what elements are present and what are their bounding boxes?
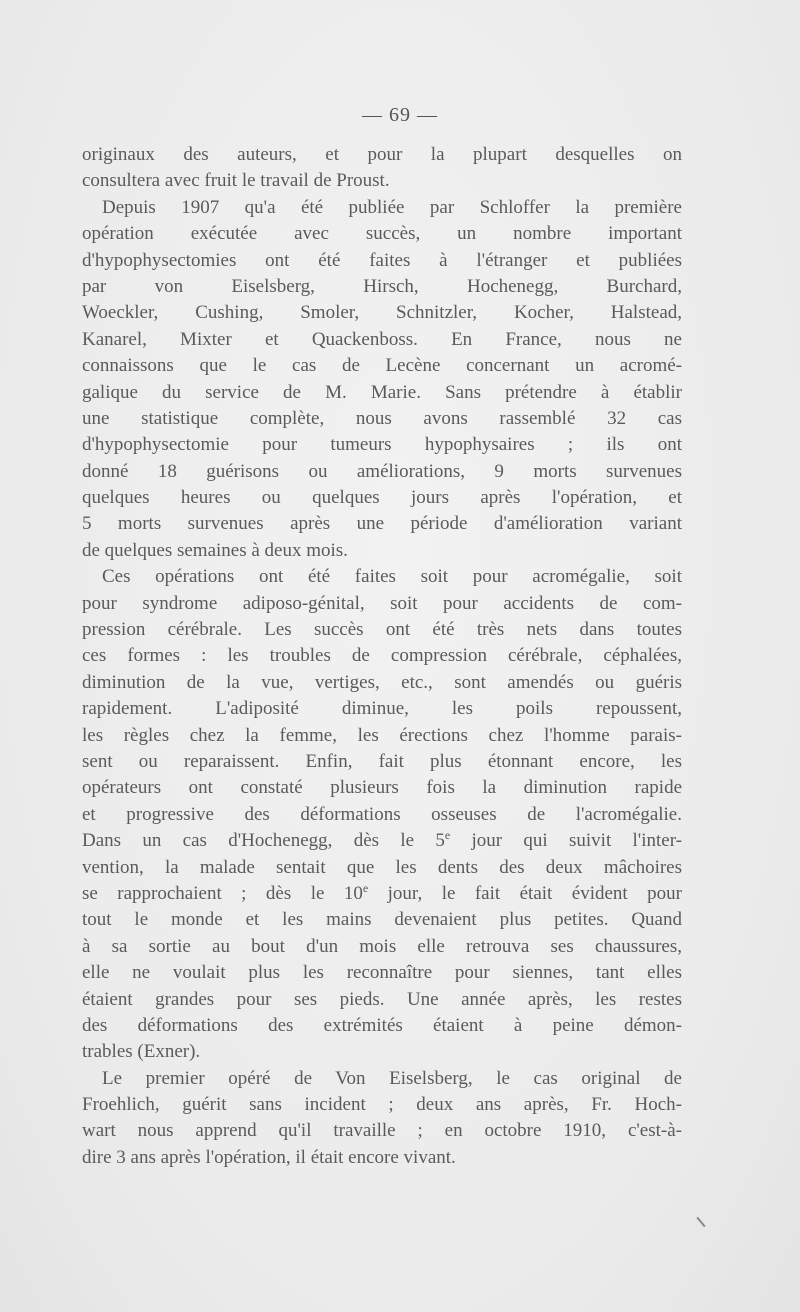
text-line: donné 18 guérisons ou améliorations, 9 morts survenues (82, 460, 682, 482)
text-line: Depuis 1907 qu'a été publiée par Schloffer la première (102, 196, 682, 218)
text-line: par von Eiselsberg, Hirsch, Hochenegg, Burchard, (82, 275, 682, 297)
text-line: des déformations des extrémités étaient à peine démon- (82, 1014, 682, 1036)
text-line: d'hypophysectomie pour tumeurs hypophysaires ; ils ont (82, 434, 682, 456)
paragraph-3 (82, 564, 682, 1065)
text-line: opérateurs ont constaté plusieurs fois la diminution rapide (82, 777, 682, 799)
text-line: connaissons que le cas de Lecène concernant un acromé- (82, 355, 682, 377)
text-line: pour syndrome adiposo-génital, soit pour accidents de com- (82, 592, 682, 614)
paragraph-4 (82, 1066, 682, 1172)
text-line: consultera avec fruit le travail de Proust. (82, 170, 390, 192)
text-line: 5 morts survenues après une période d'amélioration variant (82, 513, 682, 535)
text-line: rapidement. L'adiposité diminue, les poils repoussent, (82, 698, 682, 720)
text-line: pression cérébrale. Les succès ont été très nets dans toutes (82, 619, 682, 641)
text-line: à sa sortie au bout d'un mois elle retrouva ses chaussures, (82, 935, 682, 957)
text-line: quelques heures ou quelques jours après l'opération, et (82, 487, 682, 509)
text-line: étaient grandes pour ses pieds. Une année après, les restes (82, 988, 682, 1010)
text-line: Le premier opéré de Von Eiselsberg, le cas original de (102, 1067, 682, 1089)
text-line: Woeckler, Cushing, Smoler, Schnitzler, Kocher, Halstead, (82, 302, 682, 324)
text-line: tout le monde et les mains devenaient plus petites. Quand (82, 909, 682, 931)
text-line: originaux des auteurs, et pour la plupart desquelles on (82, 144, 682, 165)
scan-mark (696, 1217, 705, 1227)
text-line: une statistique complète, nous avons rassemblé 32 cas (82, 407, 682, 429)
text-line: trables (Exner). (82, 1041, 201, 1063)
text-line: Froehlich, guérit sans incident ; deux ans après, Fr. Hoch- (82, 1094, 682, 1116)
text-line: de quelques semaines à deux mois. (82, 539, 348, 561)
text-line: Ces opérations ont été faites soit pour acromégalie, soit (102, 566, 682, 588)
text-line: et progressive des déformations osseuses de l'acromégalie. (82, 803, 682, 825)
text-line: wart nous apprend qu'il travaille ; en octobre 1910, c'est-à- (82, 1120, 682, 1142)
text-line: galique du service de M. Marie. Sans prétendre à établir (82, 381, 682, 403)
text-line: ces formes : les troubles de compression cérébrale, céphalées, (82, 645, 682, 667)
text-line: elle ne voulait plus les reconnaître pour siennes, tant elles (82, 962, 682, 984)
text-line: d'hypophysectomies ont été faites à l'étranger et publiées (82, 249, 682, 271)
text-line: les règles chez la femme, les érections chez l'homme parais- (82, 724, 682, 746)
text-line: se rapprochaient ; dès le 10e jour, le fait était évident pour (82, 880, 682, 904)
text-line: Dans un cas d'Hochenegg, dès le 5e jour qui suivit l'inter- (82, 828, 682, 852)
text-line: diminution de la vue, vertiges, etc., sont amendés ou guéris (82, 671, 682, 693)
paragraph-2 (82, 195, 682, 564)
page-number: — 69 — (362, 104, 438, 126)
text-line: opération exécutée avec succès, un nombre important (82, 223, 682, 245)
text-line: Kanarel, Mixter et Quackenboss. En France, nous ne (82, 328, 682, 350)
text-line: sent ou reparaissent. Enfin, fait plus étonnant encore, les (82, 750, 682, 772)
body-text (82, 142, 682, 1171)
paragraph-1 (82, 142, 682, 195)
text-line: dire 3 ans après l'opération, il était encore vivant. (82, 1146, 456, 1168)
text-line: vention, la malade sentait que les dents des deux mâchoires (82, 856, 682, 878)
